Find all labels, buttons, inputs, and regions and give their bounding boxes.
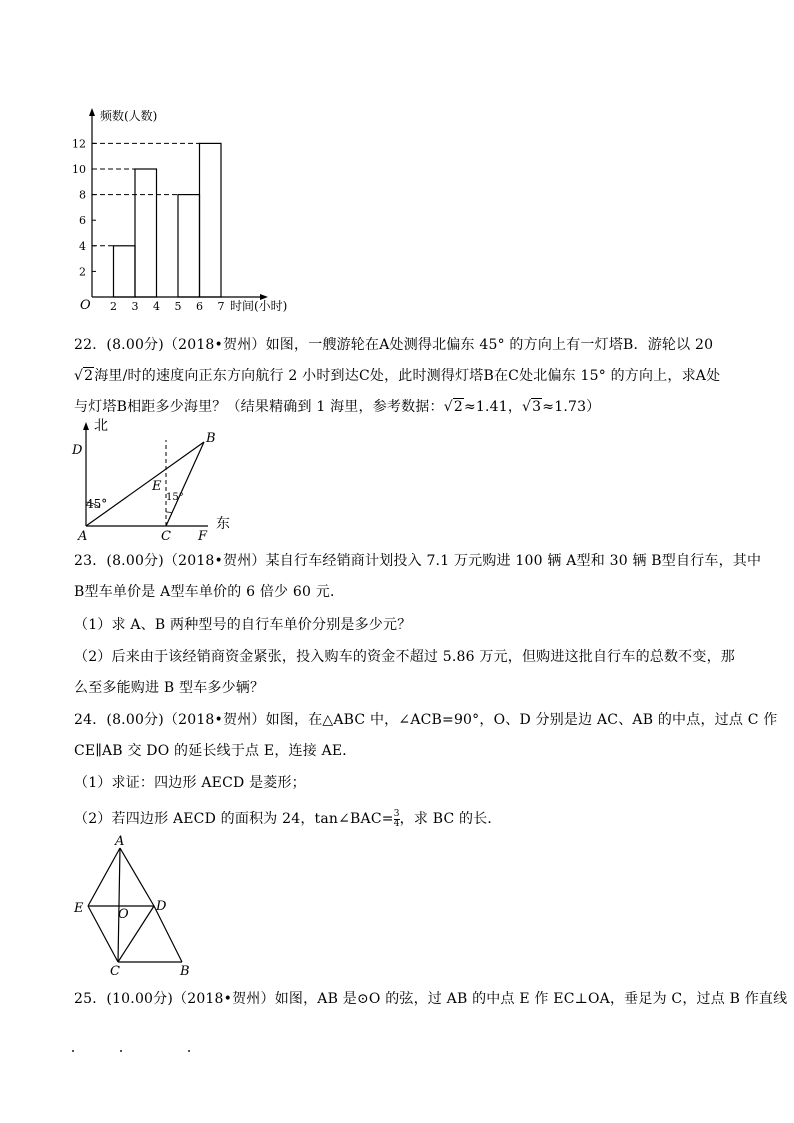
q23-line5: 么至多能购进 B 型车多少辆？ — [74, 680, 265, 696]
north-label: 北 — [94, 418, 108, 434]
fraction-3-4: $\frac{3}{4}$ — [393, 808, 400, 829]
histogram-bar — [114, 246, 136, 297]
label-c: C — [161, 529, 171, 542]
x-tick-label: 4 — [153, 300, 160, 313]
x-tick-label: 5 — [174, 300, 182, 313]
label-f: F — [198, 529, 208, 542]
label-b: B — [206, 431, 216, 446]
label-c2: C — [110, 964, 120, 978]
label-a: A — [78, 529, 88, 542]
y-tick-label: 8 — [79, 188, 86, 202]
q25-line1: 25．(10.00分)（2018•贺州）如图，AB 是⊙O 的弦，过 AB 的中点 E 作 EC⊥OA，垂足为 C，过点 B 作直线 — [74, 991, 788, 1007]
q22-line3: 与灯塔B相距多少海里？（结果精确到 1 海里，参考数据：√2≈1.41，√3≈1.73） — [74, 399, 601, 415]
q24-line1: 24．(8.00分)（2018•贺州）如图，在△ABC 中，∠ACB=90°，O、D 分别是边 AC、AB 的中点，过点 C 作 — [74, 712, 778, 728]
q23-line1: 23．(8.00分)（2018•贺州）某自行车经销商计划投入 7.1 万元购进 100 辆 A型和 30 辆 B型自行车，其中 — [74, 553, 762, 569]
q23-line3: （1）求 A、B 两种型号的自行车单价分别是多少元？ — [74, 617, 412, 633]
y-tick-label: 4 — [79, 239, 86, 253]
y-tick-label: 6 — [79, 214, 86, 228]
q23-line2: B型车单价是 A型车单价的 6 倍少 60 元． — [74, 584, 345, 600]
y-axis-arrow — [89, 108, 95, 116]
chart-layer — [72, 108, 287, 313]
x-tick-label: 6 — [196, 300, 203, 313]
x-tick-label: 2 — [110, 300, 117, 313]
label-a2: A — [115, 834, 125, 849]
sqrt-3: √3 — [522, 399, 542, 415]
y-tick-label: 10 — [72, 163, 86, 176]
y-axis-label: 频数(人数) — [100, 109, 158, 123]
histogram-bar — [200, 143, 222, 297]
q24-line4: （2）若四边形 AECD 的面积为 24，tan∠BAC= $\frac{3}{4}$ ，求 BC 的长． — [74, 808, 502, 829]
q22-figure — [66, 418, 246, 542]
histogram-bar — [178, 195, 200, 297]
q23-line4: （2）后来由于该经销商资金紧张，投入购车的资金不超过 5.86 万元，但购进这批自行车的总数不变，那 — [74, 649, 735, 665]
q24-figure — [70, 832, 200, 978]
histogram-chart — [70, 100, 310, 320]
y-tick-label: 2 — [79, 265, 86, 279]
label-d: D — [72, 443, 83, 458]
q22-line2: √2海里/时的速度向正东方向航行 2 小时到达C处，此时测得灯塔B在C处北偏东 15° 的方向上，求A处 — [74, 368, 721, 384]
x-tick-label: 3 — [131, 300, 139, 313]
angle-15-label: 15° — [166, 492, 184, 503]
label-e: E — [152, 479, 162, 494]
label-d2: D — [156, 899, 167, 914]
q22-line1: 22．(8.00分)（2018•贺州）如图，一艘游轮在A处测得北偏东 45° 的方向上有一灯塔B．游轮以 20 — [74, 337, 714, 353]
x-axis-label: 时间(小时) — [230, 299, 288, 313]
origin-label: O — [80, 298, 91, 313]
east-label: 东 — [216, 516, 230, 532]
histogram-bar — [135, 169, 157, 297]
q24-line2: CE∥AB 交 DO 的延长线于点 E，连接 AE． — [74, 743, 357, 759]
q24-line3: （1）求证：四边形 AECD 是菱形； — [74, 775, 306, 791]
x-tick-label: 7 — [217, 300, 225, 313]
sqrt-2b: √2 — [443, 399, 463, 415]
y-tick-label: 12 — [72, 137, 86, 151]
label-o: O — [118, 907, 129, 922]
label-b2: B — [180, 964, 190, 978]
sqrt-2: √2 — [74, 368, 94, 384]
footer-dots — [72, 1050, 202, 1054]
angle-45-label: 45° — [86, 497, 108, 511]
label-e2: E — [74, 901, 84, 916]
